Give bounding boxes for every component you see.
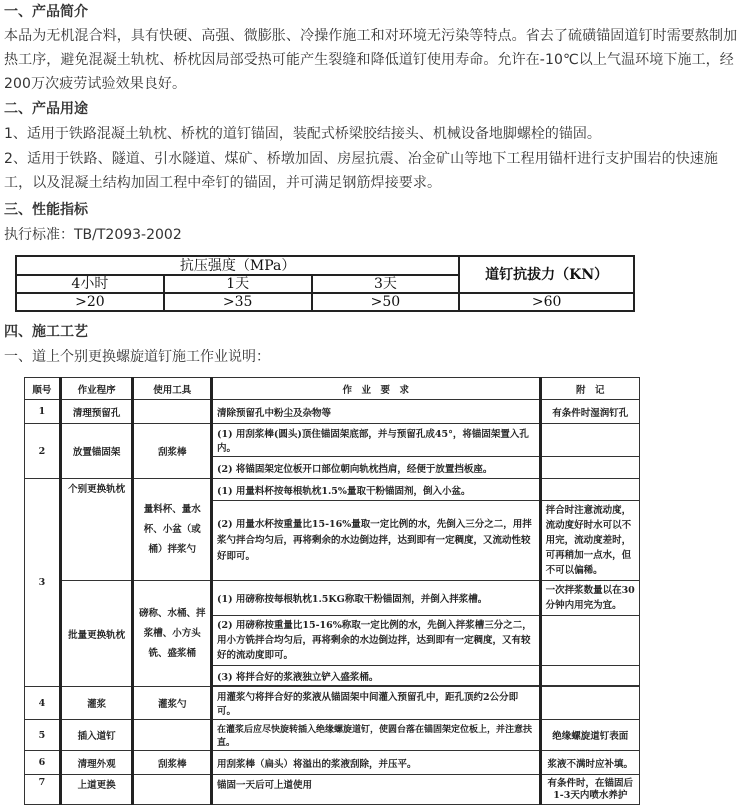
row-no: 7 [25, 775, 61, 805]
row-note: 绝缘螺旋道钉表面 [540, 720, 639, 751]
row-note: 拌合时注意流动度，流动度好时水可以不用完，流动度差时，可再稍加一点水，但不可以偏稀。 [540, 501, 639, 581]
row-tools: 灌浆勺 [133, 687, 212, 720]
section-title-performance: 三、性能指标 [4, 202, 88, 218]
table-row [25, 424, 640, 457]
row-procedure: 灌浆 [60, 687, 133, 720]
header-notes: 附 记 [540, 378, 639, 400]
row-no: 5 [25, 720, 61, 751]
row-procedure: 批量更换轨枕 [60, 581, 133, 687]
row-requirement: 锚固一天后可上道使用 [211, 775, 540, 805]
col-4h: 4小时 [16, 275, 164, 293]
row-no: 4 [25, 687, 61, 720]
row-tools [133, 775, 212, 805]
section-title-intro: 一、产品简介 [4, 4, 88, 20]
table-row [25, 581, 640, 616]
row-note: 有条件时，在锚固后1-3天内喷水养护 [540, 775, 639, 805]
table-row [25, 751, 640, 775]
row-requirement: (1) 用磅称按每根轨枕1.5KG称取干粉锚固剂，并倒入拌浆槽。 [211, 581, 540, 616]
construction-subtitle: 一、道上个别更换螺旋道钉施工作业说明： [4, 349, 270, 365]
table-row [25, 400, 640, 424]
value-pullout: >60 [459, 293, 634, 311]
row-tools: 刮浆棒 [133, 751, 212, 775]
performance-standard: 执行标准：TB/T2093-2002 [4, 227, 182, 243]
row-note [540, 666, 639, 686]
process-table [24, 377, 640, 805]
row-note: 浆液不满时应补填。 [540, 751, 639, 775]
header-procedure: 作业程序 [60, 378, 133, 400]
row-note: 有条件时湿润钉孔 [540, 400, 639, 424]
row-requirement: (2) 用量水杯按重量比15-16%量取一定比例的水，先倒入三分之二，用拌浆勺拌合均匀后，再将剩余的水边倒边拌，达到即有一定稠度，又流动性较好即可。 [211, 501, 540, 581]
row-note [540, 424, 639, 457]
row-procedure: 放置锚固架 [60, 424, 133, 479]
table-row [25, 775, 640, 805]
row-no: 1 [25, 400, 61, 424]
usage-item-1: 1、适用于铁路混凝土轨枕、桥枕的道钉锚固，装配式桥梁胶结接头、机械设备地脚螺栓的锚固。 [4, 126, 601, 142]
intro-paragraph: 本品为无机混合料，具有快硬、高强、微膨胀、冷操作施工和对环境无污染等特点。省去了硫磺锚固道钉时需要熬制加热工序，避免混凝土轨枕、桥枕因局部受热可能产生裂缝和降低道钉使用寿命。允许在-10℃以上气温环境下施工，经200万次疲劳试验效果良好。 [4, 28, 738, 92]
row-procedure: 上道更换 [60, 775, 133, 805]
header-tools: 使用工具 [133, 378, 212, 400]
row-requirement: 在灌浆后应尽快旋转插入绝缘螺旋道钉，使圆台落在锚固架定位板上，并注意扶直。 [211, 720, 540, 751]
row-requirement: (2) 用磅称按重量比15-16%称取一定比例的水，先倒入拌浆槽三分之二，用小方铣拌合均匀后，再将剩余的水边倒边拌，达到即有一定稠度，又有较好的流动度即可。 [211, 616, 540, 666]
row-no: 2 [25, 424, 61, 479]
performance-table [15, 255, 635, 312]
row-tools: 磅称、水桶、拌浆槽、小方头铣、盛浆桶 [133, 581, 212, 687]
row-procedure: 插入道钉 [60, 720, 133, 751]
row-procedure: 清理外观 [60, 751, 133, 775]
row-note: 一次拌浆数量以在30分钟内用完为宜。 [540, 581, 639, 616]
header-no: 顺号 [25, 378, 61, 400]
row-no: 3 [25, 479, 61, 687]
usage-item-2: 2、适用于铁路、隧道、引水隧道、煤矿、桥墩加固、房屋抗震、冶金矿山等地下工程用锚杆进行支护围岩的快速施工，以及混凝土结构加固工程中牵钉的锚固，并可满足钢筋焊接要求。 [4, 151, 719, 191]
row-no: 6 [25, 751, 61, 775]
value-4h: >20 [16, 293, 164, 311]
table-row [25, 720, 640, 751]
section-title-construction: 四、施工工艺 [4, 324, 88, 340]
row-note [540, 457, 639, 479]
row-requirement: 用刮浆棒（扁头）将溢出的浆液刮除，并压平。 [211, 751, 540, 775]
row-note [540, 616, 639, 666]
header-requirements: 作 业 要 求 [211, 378, 540, 400]
col-1d: 1天 [164, 275, 312, 293]
row-requirement: (3) 将拌合好的浆液独立铲入盛浆桶。 [211, 666, 540, 686]
value-3d: >50 [312, 293, 460, 311]
row-requirement: 用灌浆勺将拌合好的浆液从锚固架中间灌入预留孔中，距孔顶约2公分即可。 [211, 687, 540, 720]
compressive-strength-header: 抗压强度（MPa） [16, 256, 459, 275]
row-tools [133, 720, 212, 751]
col-3d: 3天 [312, 275, 460, 293]
pullout-force-header: 道钉抗拔力（KN） [459, 256, 634, 293]
section-title-usage: 二、产品用途 [4, 101, 88, 117]
row-requirement: 清除预留孔中粉尘及杂物等 [211, 400, 540, 424]
row-note [540, 479, 639, 501]
row-requirement: (1) 用量料杯按每根轨枕1.5%量取干粉锚固剂，倒入小盆。 [211, 479, 540, 501]
table-row [25, 687, 640, 720]
row-procedure: 清理预留孔 [60, 400, 133, 424]
row-tools [133, 400, 212, 424]
table-row [25, 479, 640, 501]
row-requirement: (1) 用刮浆棒(圆头)顶住锚固架底部，并与预留孔成45°，将锚固架置入孔内。 [211, 424, 540, 457]
row-note [540, 687, 639, 720]
row-requirement: (2) 将锚固架定位板开口部位朝向轨枕挡肩，经便于放置挡板座。 [211, 457, 540, 479]
row-tools: 刮浆棒 [133, 424, 212, 479]
value-1d: >35 [164, 293, 312, 311]
row-tools: 量料杯、量水杯、小盆（或桶）拌浆勺 [133, 479, 212, 581]
row-procedure: 个别更换轨枕 [60, 479, 133, 581]
